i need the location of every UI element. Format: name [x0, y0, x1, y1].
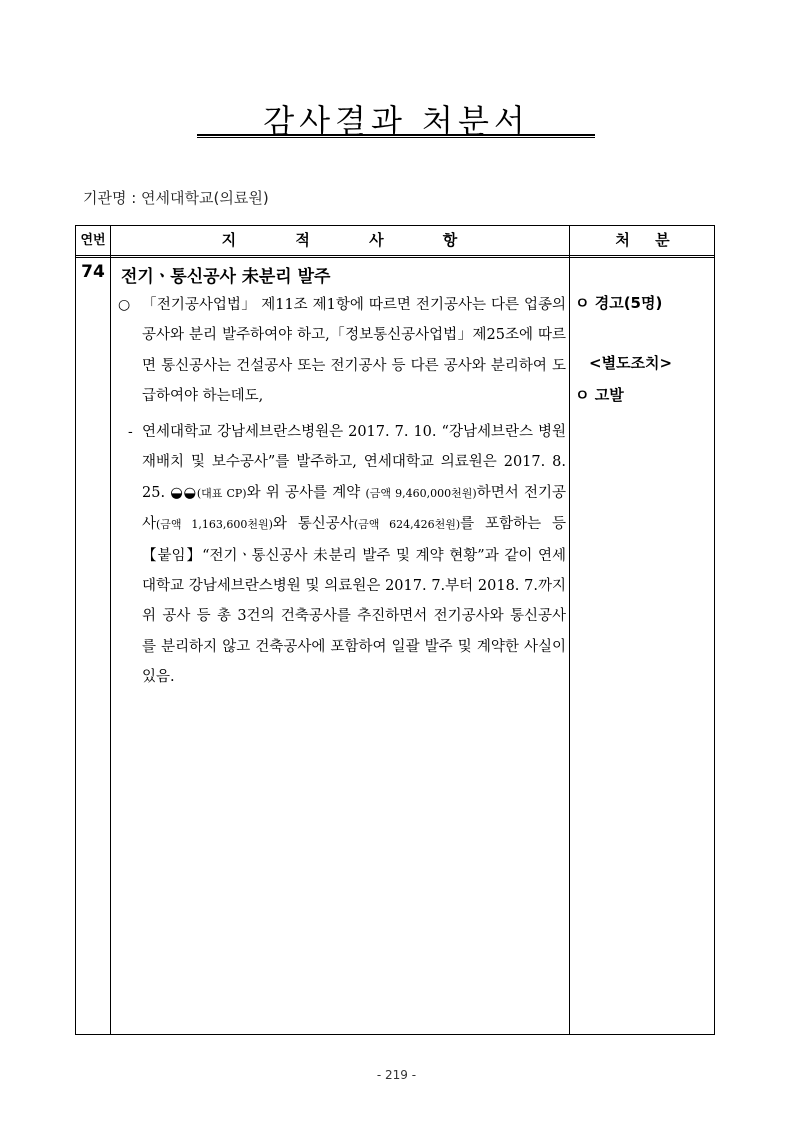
header-action: 처 분 [615, 231, 670, 249]
title-underline [197, 134, 595, 138]
text-segment: 연세대학교 강남세브란스병원은 2017. 7. 10. “강남세브란스 병원 재배치 및 보수공사”를 발주하고, 연세대학교 의료원은 2017. 8. 25. ◒◒ [142, 424, 566, 501]
small-note: (금액 9,460,000천원) [365, 486, 477, 500]
paragraph-text: 「전기공사업법」 제11조 제1항에 따르면 전기공사는 다른 업종의 공사와 분리 발주하여야 하고,「정보통신공사업법」제25조에 따르면 통신공사는 건설공사 또는 전기공사 등 다른 공사와 분리하여 도급하여야 하는데도, [142, 297, 566, 405]
header-no: 연번 [80, 233, 106, 248]
small-note: (금액 624,426천원) [353, 518, 461, 532]
action-accusation: ㅇ 고발 [575, 386, 624, 404]
document-title: 감사결과 처분서 [263, 102, 530, 140]
finding-subject: 전기ㆍ통신공사 未분리 발주 [121, 267, 331, 287]
action-separate-measure: <별도조치> [589, 354, 673, 372]
small-note: (대표 CP) [196, 486, 247, 500]
header-findings: 지 적 사 항 [221, 231, 458, 249]
agency-name: 기관명 : 연세대학교(의료원) [83, 189, 269, 207]
text-segment: 하면서 전기공사 [142, 484, 566, 533]
text-segment: 를 포함하는 등 【붙임】“전기ㆍ통신공사 未분리 발주 및 계약 현황”과 같이 연세대학교 강남세브란스병원 및 의료원은 2017. 7.부터 2018. 7.까지 위 공사 등 총 3건의 건축공사를 추진하면서 전기공사와 통신공사를 분리하지 않고 건축공사에 포함하여 일괄 발주 및 계약한 사실이 있음. [142, 516, 566, 686]
text-segment: 와 통신공사 [272, 516, 354, 533]
dash-marker: - [128, 424, 133, 440]
column-divider [110, 226, 111, 1034]
column-divider [569, 226, 570, 1034]
text-segment: 와 위 공사를 계약 [246, 484, 366, 501]
table-header [76, 226, 714, 258]
bullet-icon: ○ [118, 297, 131, 313]
small-note: (금액 1,163,600천원) [156, 518, 273, 532]
page-number: - 219 - [376, 1068, 417, 1082]
action-warning: ㅇ 경고(5명) [575, 294, 663, 312]
row-number: 74 [81, 262, 105, 282]
findings-table [75, 225, 715, 1035]
paragraph-text [142, 417, 566, 693]
